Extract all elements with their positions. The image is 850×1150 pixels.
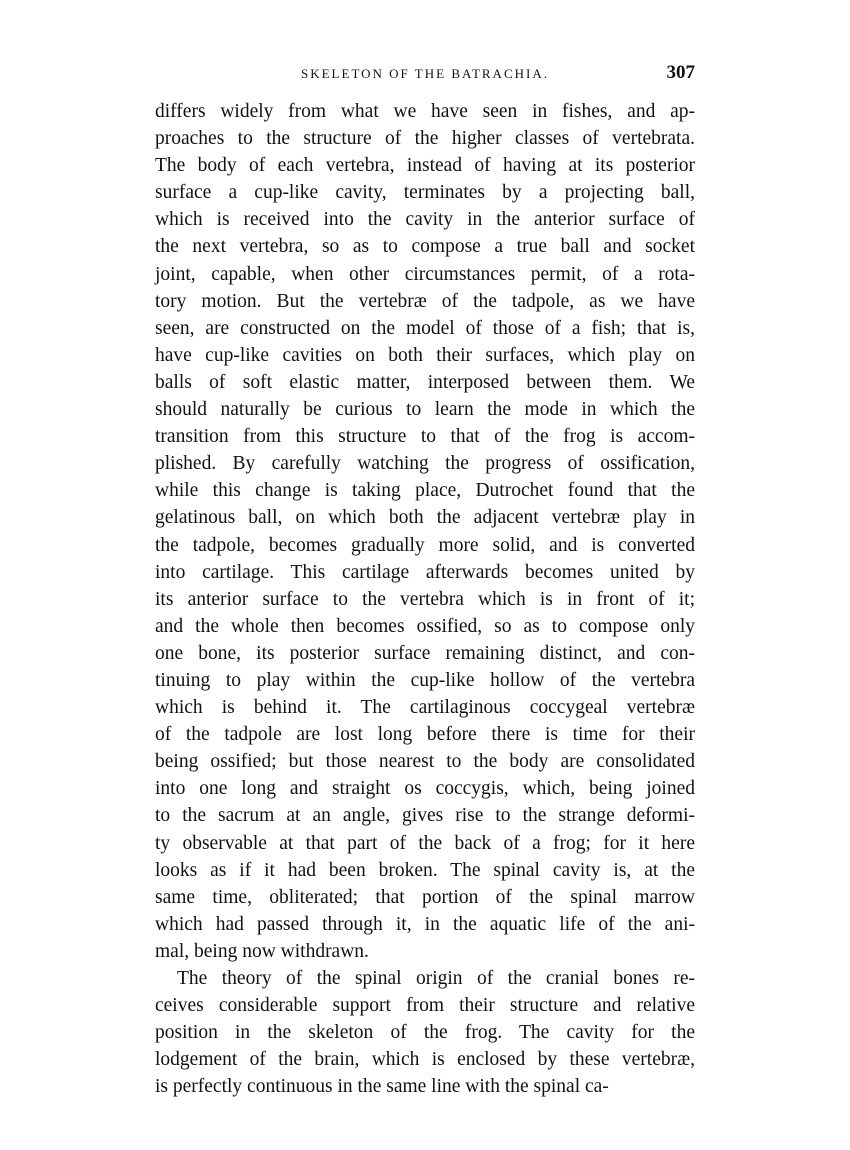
text-line: position in the skeleton of the frog. The cavity for the <box>155 1022 695 1044</box>
text-line: of the tadpole are lost long before there is time for their <box>155 724 695 746</box>
text-line: seen, are constructed on the model of those of a fish; that is, <box>155 317 695 339</box>
text-line: same time, obliterated; that portion of the spinal marrow <box>155 886 695 908</box>
text-line: proaches to the structure of the higher classes of vertebrata. <box>155 128 695 150</box>
text-line: its anterior surface to the vertebra which is in front of it; <box>155 588 695 610</box>
text-line: lodgement of the brain, which is enclosed by these vertebræ, <box>155 1049 695 1071</box>
text-line: to the sacrum at an angle, gives rise to the strange deformi- <box>155 805 695 827</box>
text-line: mal, being now withdrawn. <box>155 940 369 962</box>
text-line: the next vertebra, so as to compose a true ball and socket <box>155 236 695 258</box>
text-line: which is received into the cavity in the anterior surface of <box>155 209 695 231</box>
text-line: tory motion. But the vertebræ of the tadpole, as we have <box>155 290 695 312</box>
text-line: surface a cup-like cavity, terminates by a projecting ball, <box>155 182 695 204</box>
paragraph <box>155 98 695 965</box>
body-text <box>155 98 695 1100</box>
text-line: while this change is taking place, Dutrochet found that the <box>155 480 695 502</box>
text-line: have cup-like cavities on both their surfaces, which play on <box>155 344 695 366</box>
text-line: The body of each vertebra, instead of having at its posterior <box>155 155 695 177</box>
text-line: tinuing to play within the cup-like hollow of the vertebra <box>155 669 695 691</box>
paragraph <box>155 965 695 1100</box>
text-line: which is behind it. The cartilaginous coccygeal vertebræ <box>155 697 695 719</box>
text-line: gelatinous ball, on which both the adjacent vertebræ play in <box>155 507 695 529</box>
text-line: plished. By carefully watching the progress of ossification, <box>155 453 695 475</box>
text-line: looks as if it had been broken. The spinal cavity is, at the <box>155 859 695 881</box>
text-line: the tadpole, becomes gradually more solid, and is converted <box>155 534 695 556</box>
text-line: balls of soft elastic matter, interposed between them. We <box>155 371 695 393</box>
text-line: into one long and straight os coccygis, which, being joined <box>155 778 695 800</box>
text-line: and the whole then becomes ossified, so as to compose only <box>155 615 695 637</box>
text-line: should naturally be curious to learn the mode in which the <box>155 399 695 421</box>
text-line: transition from this structure to that of the frog is accom- <box>155 426 695 448</box>
text-line: into cartilage. This cartilage afterwards becomes united by <box>155 561 695 583</box>
text-line: The theory of the spinal origin of the cranial bones re- <box>177 968 695 989</box>
text-line: joint, capable, when other circumstances permit, of a rota- <box>155 263 695 285</box>
text-line: ceives considerable support from their structure and relative <box>155 995 695 1017</box>
running-title: SKELETON OF THE BATRACHIA. <box>301 66 549 81</box>
page-number: 307 <box>666 62 695 83</box>
text-line: being ossified; but those nearest to the body are consolidated <box>155 751 695 773</box>
running-head <box>155 62 695 86</box>
text-line: is perfectly continuous in the same line with the spinal ca- <box>155 1076 609 1098</box>
text-line: which had passed through it, in the aquatic life of the ani- <box>155 913 695 935</box>
text-line: differs widely from what we have seen in fishes, and ap- <box>155 101 695 122</box>
text-line: one bone, its posterior surface remaining distinct, and con- <box>155 642 695 664</box>
text-line: ty observable at that part of the back of a frog; for it here <box>155 832 695 854</box>
